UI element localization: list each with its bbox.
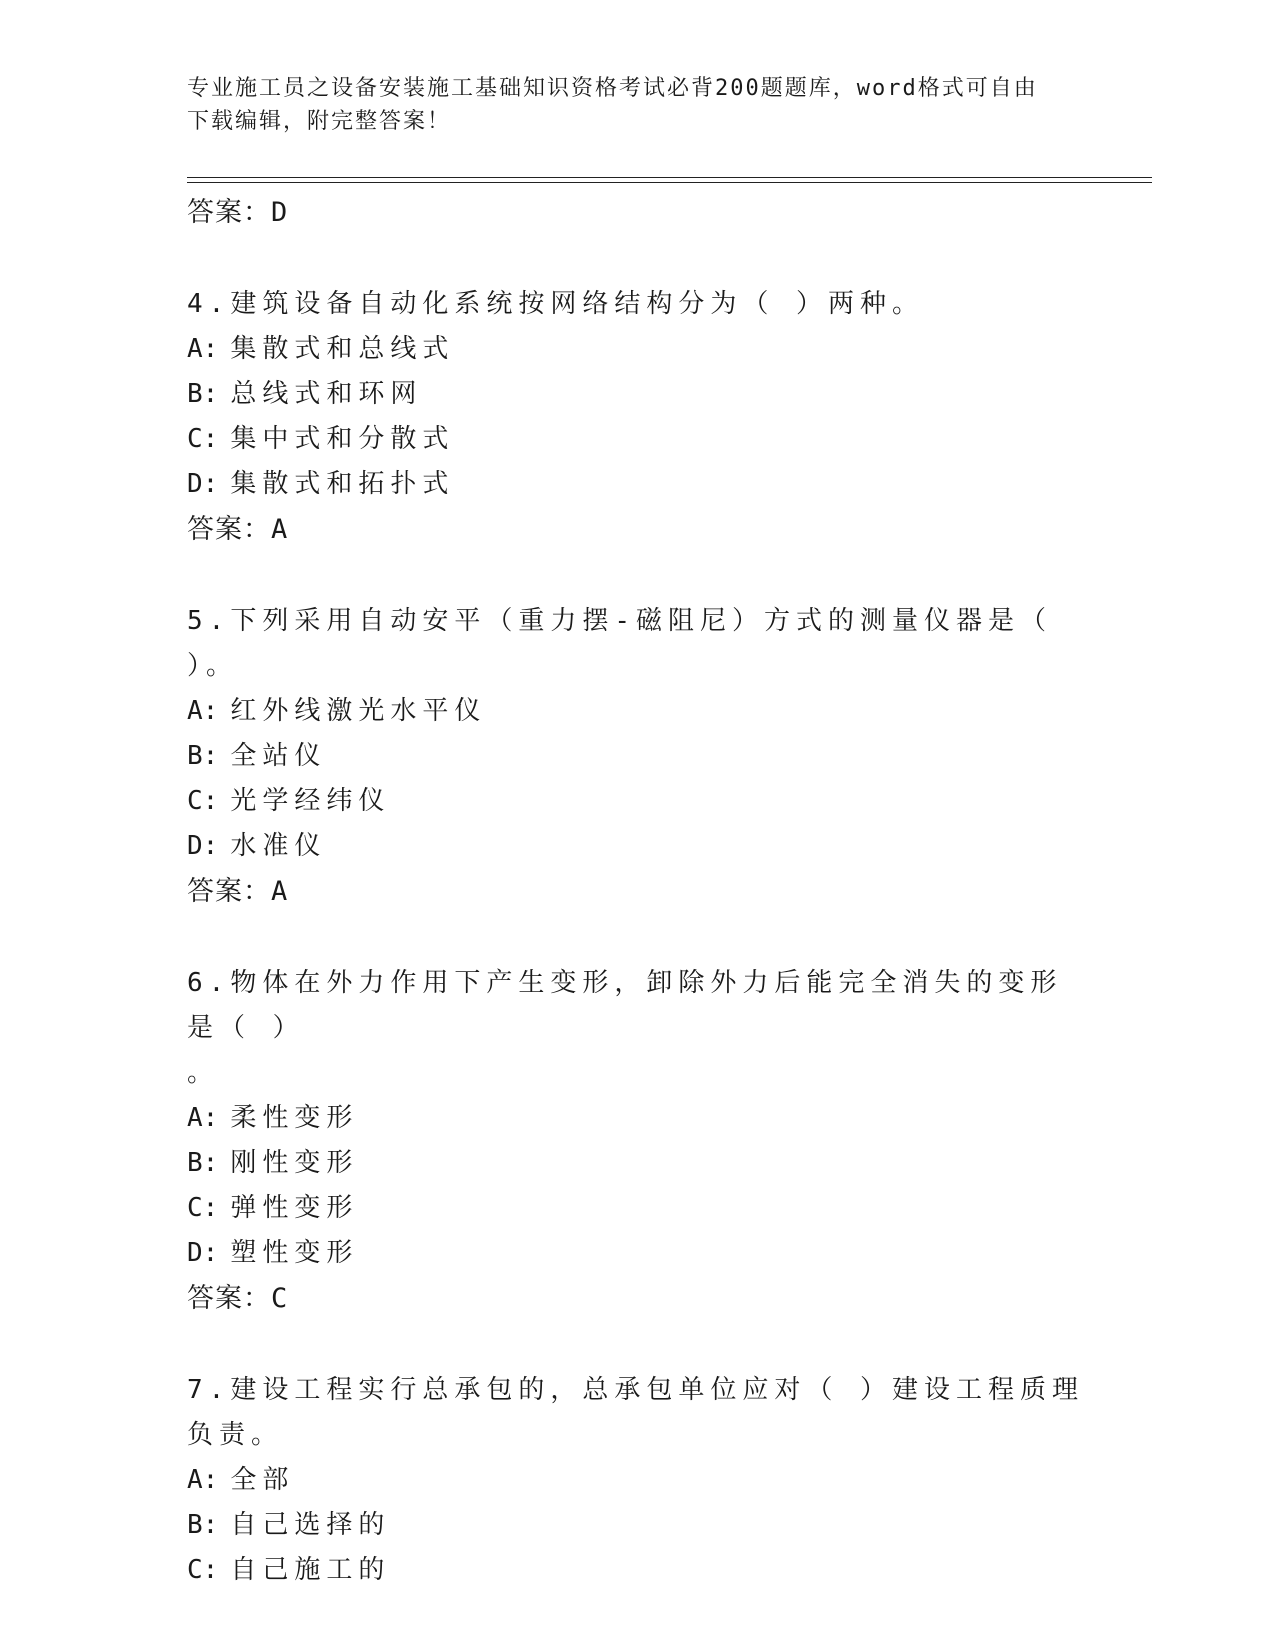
question-6 bbox=[187, 961, 1087, 1321]
question-7 bbox=[187, 1368, 1087, 1593]
option-a: A: 全部 bbox=[187, 1465, 295, 1495]
option-a: A: 红外线激光水平仪 bbox=[187, 696, 487, 726]
option-d: D: 塑性变形 bbox=[187, 1238, 359, 1268]
answer-line: 答案：A bbox=[187, 876, 288, 907]
option-a: A: 集散式和总线式 bbox=[187, 334, 455, 364]
question-text-continued: 。 bbox=[187, 1058, 220, 1088]
option-d: D: 水准仪 bbox=[187, 831, 327, 861]
option-c: C: 弹性变形 bbox=[187, 1193, 359, 1223]
document-header bbox=[187, 72, 1067, 138]
option-d: D: 集散式和拓扑式 bbox=[187, 469, 455, 499]
question-4 bbox=[187, 282, 1087, 552]
answer-line: 答案：C bbox=[187, 1283, 288, 1314]
answer-label: 答案： bbox=[187, 197, 271, 228]
question-text: 4.建筑设备自动化系统按网络结构分为（ ）两种。 bbox=[187, 289, 924, 319]
header-rule-top bbox=[187, 177, 1152, 178]
option-c: C: 自己施工的 bbox=[187, 1555, 391, 1585]
header-line-2: 下载编辑，附完整答案！ bbox=[187, 109, 452, 134]
option-b: B: 总线式和环网 bbox=[187, 379, 423, 409]
option-b: B: 全站仪 bbox=[187, 741, 327, 771]
option-c: C: 光学经纬仪 bbox=[187, 786, 391, 816]
header-line-1: 专业施工员之设备安装施工基础知识资格考试必背200题题库，word格式可自由 bbox=[187, 76, 1038, 101]
question-list bbox=[187, 190, 1087, 1593]
option-a: A: 柔性变形 bbox=[187, 1103, 359, 1133]
answer-line: 答案：A bbox=[187, 514, 288, 545]
option-b: B: 刚性变形 bbox=[187, 1148, 359, 1178]
question-text: 5.下列采用自动安平（重力摆-磁阻尼）方式的测量仪器是（ ）。 bbox=[187, 606, 1052, 681]
answer-line-q3 bbox=[187, 190, 1087, 235]
question-text: 7.建设工程实行总承包的，总承包单位应对（ ）建设工程质理负责。 bbox=[187, 1375, 1084, 1450]
question-5 bbox=[187, 599, 1087, 914]
option-c: C: 集中式和分散式 bbox=[187, 424, 455, 454]
answer-value: D bbox=[271, 197, 288, 228]
option-b: B: 自己选择的 bbox=[187, 1510, 391, 1540]
header-rule-bottom bbox=[187, 182, 1152, 183]
question-text: 6.物体在外力作用下产生变形，卸除外力后能完全消失的变形是（ ） bbox=[187, 968, 1063, 1043]
